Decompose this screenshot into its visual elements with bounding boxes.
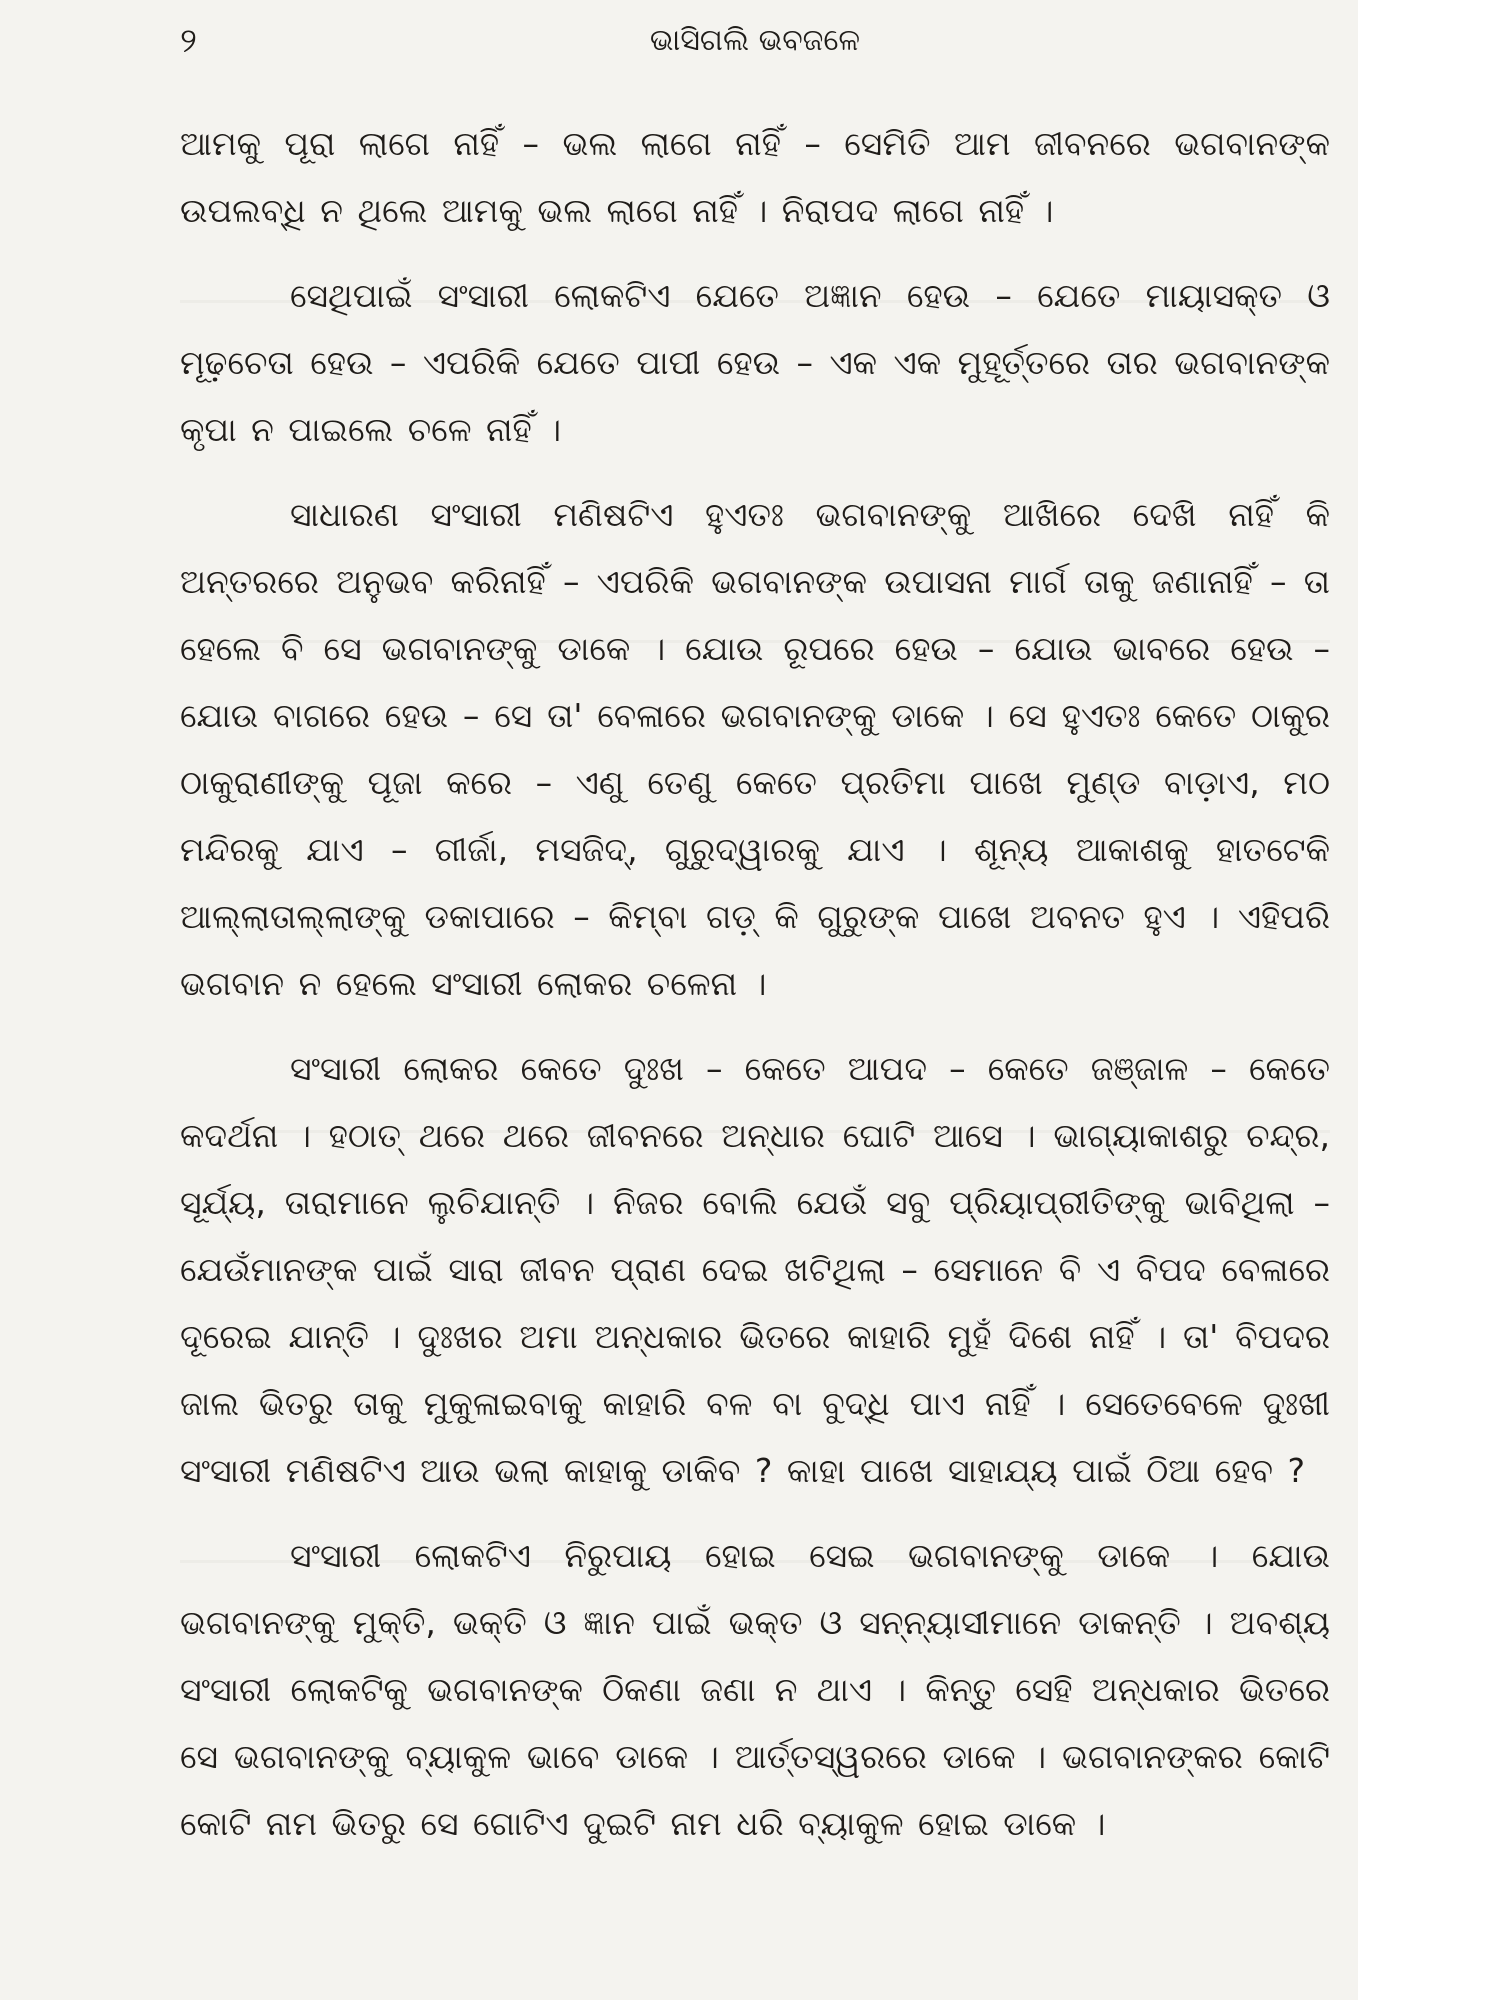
paragraph: ସେଥିପାଇଁ ସଂସାରୀ ଲୋକଟିଏ ଯେତେ ଅଜ୍ଞାନ ହେଉ – ଯେତେ ମାୟାସକ୍ତ ଓ ମୂଢ଼ଚେତା ହେଉ – ଏପରିକି ଯେତେ ପାପୀ ହେଉ – ଏକ ଏକ ମୁହୂର୍ତ୍ତରେ ତାର ଭଗବାନଙ୍କ କୃପା ନ ପାଇଲେ ଚଳେ ନାହିଁ ।: [180, 276, 1330, 449]
paragraph: ସାଧାରଣ ସଂସାରୀ ମଣିଷଟିଏ ହୁଏତଃ ଭଗବାନଙ୍କୁ ଆଖିରେ ଦେଖି ନାହିଁ କି ଅନ୍ତରରେ ଅନୁଭବ କରିନାହିଁ – ଏପରିକି ଭଗବାନଙ୍କ ଉପାସନା ମାର୍ଗ ତାକୁ ଜଣାନାହିଁ – ତା ହେଲେ ବି ସେ ଭଗବାନଙ୍କୁ ଡାକେ । ଯୋଉ ରୂପରେ ହେଉ – ଯୋଉ ଭାବରେ ହେଉ – ଯୋଉ ବାଗରେ ହେଉ – ସେ ତା' ବେଳାରେ ଭଗବାନଙ୍କୁ ଡାକେ । ସେ ହୁଏତଃ କେତେ ଠାକୁର ଠାକୁରାଣୀଙ୍କୁ ପୂଜା କରେ – ଏଣୁ ତେଣୁ କେତେ ପ୍ରତିମା ପାଖେ ମୁଣ୍ଡ ବାଡ଼ାଏ, ମଠ ମନ୍ଦିରକୁ ଯାଏ – ଗୀର୍ଜା, ମସଜିଦ୍, ଗୁରୁଦ୍ୱାରକୁ ଯାଏ । ଶୂନ୍ୟ ଆକାଶକୁ ହାତଟେକି ଆଲ୍ଲାତାଲ୍ଲାଙ୍କୁ ଡକାପାରେ – କିମ୍ବା ଗଡ଼୍ କି ଗୁରୁଙ୍କ ପାଖେ ଅବନତ ହୁଏ । ଏହିପରି ଭଗବାନ ନ ହେଲେ ସଂସାରୀ ଲୋକର ଚଳେନା ।: [180, 495, 1330, 1003]
running-title: ଭାସିଗଲି ଭବଜଳେ: [649, 23, 861, 58]
page-margin: [1358, 0, 1500, 2000]
page-number: ୨: [180, 21, 197, 61]
paragraph: ଆମକୁ ପୂରା ଲାଗେ ନାହିଁ – ଭଲ ଲାଗେ ନାହିଁ – ସେମିତି ଆମ ଜୀବନରେ ଭଗବାନଙ୍କ ଉପଲବ୍ଧି ନ ଥିଲେ ଆମକୁ ଭଲ ଲାଗେ ନାହିଁ । ନିରାପଦ ଲାଗେ ନାହିଁ ।: [180, 124, 1330, 230]
page-header: [180, 16, 1330, 66]
body-text: [180, 110, 1330, 1875]
paragraph: ସଂସାରୀ ଲୋକର କେତେ ଦୁଃଖ – କେତେ ଆପଦ – କେତେ ଜଞ୍ଜାଳ – କେତେ କଦର୍ଥନା । ହଠାତ୍ ଥରେ ଥରେ ଜୀବନରେ ଅନ୍ଧାର ଘୋଟି ଆସେ । ଭାଗ୍ୟାକାଶରୁ ଚନ୍ଦ୍ର, ସୂର୍ଯ୍ୟ, ତାରାମାନେ ଲୁଚିଯାନ୍ତି । ନିଜର ବୋଲି ଯେଉଁ ସବୁ ପ୍ରିୟାପ୍ରୀତିଙ୍କୁ ଭାବିଥିଲା – ଯେଉଁମାନଙ୍କ ପାଇଁ ସାରା ଜୀବନ ପ୍ରାଣ ଦେଇ ଖଟିଥିଲା – ସେମାନେ ବି ଏ ବିପଦ ବେଳାରେ ଦୂରେଇ ଯାନ୍ତି । ଦୁଃଖର ଅମା ଅନ୍ଧକାର ଭିତରେ କାହାରି ମୁହଁ ଦିଶେ ନାହିଁ । ତା' ବିପଦର ଜାଲ ଭିତରୁ ତାକୁ ମୁକୁଳାଇବାକୁ କାହାରି ବଳ ବା ବୁଦ୍ଧି ପାଏ ନାହିଁ । ସେତେବେଳେ ଦୁଃଖୀ ସଂସାରୀ ମଣିଷଟିଏ ଆଉ ଭଲା କାହାକୁ ଡାକିବ ? କାହା ପାଖେ ସାହାଯ୍ୟ ପାଇଁ ଠିଆ ହେବ ?: [180, 1049, 1330, 1490]
paragraph: ସଂସାରୀ ଲୋକଟିଏ ନିରୁପାୟ ହୋଇ ସେଇ ଭଗବାନଙ୍କୁ ଡାକେ । ଯୋଉ ଭଗବାନଙ୍କୁ ମୁକ୍ତି, ଭକ୍ତି ଓ ଜ୍ଞାନ ପାଇଁ ଭକ୍ତ ଓ ସନ୍ନ୍ୟାସୀମାନେ ଡାକନ୍ତି । ଅବଶ୍ୟ ସଂସାରୀ ଲୋକଟିକୁ ଭଗବାନଙ୍କ ଠିକଣା ଜଣା ନ ଥାଏ । କିନ୍ତୁ ସେହି ଅନ୍ଧକାର ଭିତରେ ସେ ଭଗବାନଙ୍କୁ ବ୍ୟାକୁଳ ଭାବେ ଡାକେ । ଆର୍ତ୍ତସ୍ୱରରେ ଡାକେ । ଭଗବାନଙ୍କର କୋଟି କୋଟି ନାମ ଭିତରୁ ସେ ଗୋଟିଏ ଦୁଇଟି ନାମ ଧରି ବ୍ୟାକୁଳ ହୋଇ ଡାକେ ।: [180, 1536, 1330, 1843]
